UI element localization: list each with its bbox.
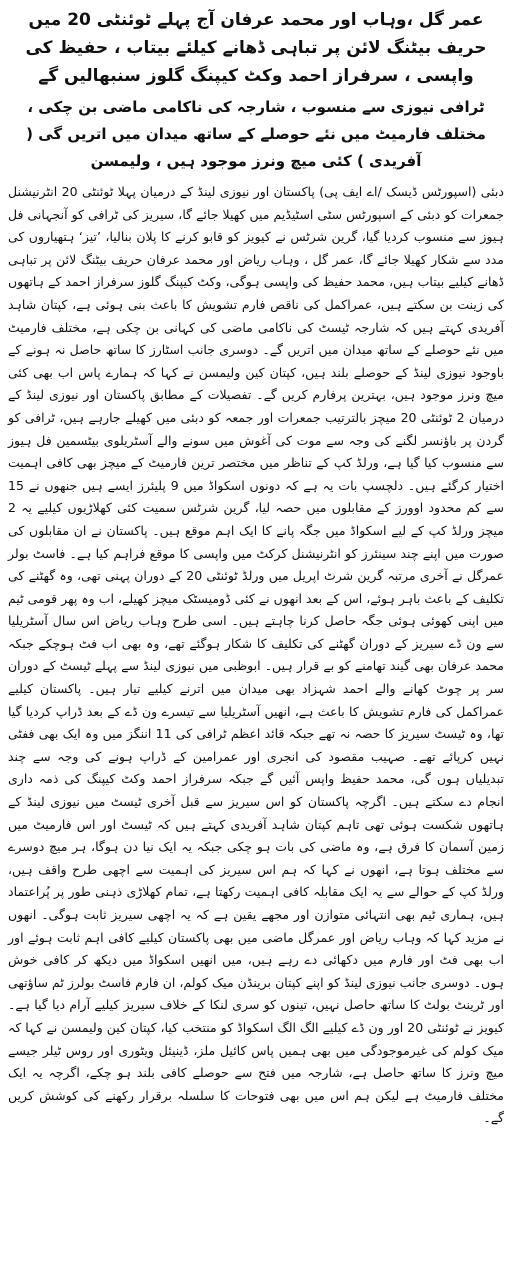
article-subheadline: ٹرافی نیوزی سے منسوب ، شارجہ کی ناکامی ماضی بن چکی ، مختلف فارمیٹ میں نئے حوصلے کے ساتھ میدان میں اتریں گی ( آفریدی ) کئی میچ ونرز موجود ہیں ، ولیمسن [26,98,486,170]
article-body: دبئی (اسپورٹس ڈیسک /اے ایف پی) پاکستان اور نیوزی لینڈ کے درمیان پہلا ٹوئنٹی 20 انٹرنیشنل جمعرات کو دبئی کے اسپورٹس سٹی اسٹیڈیم میں کھیلا جائے گا، سیریز کی ٹرافی کو آنجہانی فل ہیوز سے منسوب کردیا گیا، گرین شرٹس نے کیویز کو قابو کرنے کا پلان بنالیا، ’تیز‘ ہتھیاروں کی مدد سے شکار کھیلا جائے گا، عمر گل ، وہاب ریاض اور محمد عرفان حریف بیٹنگ لائن پر تباہی ڈھانے کیلیے بیتاب ہیں، محمد حفیظ کی واپسی ہوگی، وکٹ کیپنگ گلوز سرفراز احمد کے ہاتھوں کی زینت بن سکتے ہیں، عمراکمل کی ناقص فارم تشویش کا باعث بنی ہوئی ہے، کپتان شاہد آفریدی کہتے ہیں کہ شارجہ ٹیسٹ کی ناکامی ماضی کی کہانی بن چکی ہے، مختلف فارمیٹ میں نئے حوصلے کے ساتھ میدان میں اتریں گے۔ دوسری جانب اسٹارز کا ساتھ حاصل نہ ہونے کے باوجود نیوزی لینڈ کے حوصلے بلند ہیں، کپتان کین ولیمسن نے کہا کہ ہمارے پاس اب بھی کئی میچ ونرز موجود ہیں، بہترین پرفارم کریں گے۔ تفصیلات کے مطابق پاکستان اور نیوزی لینڈ کے درمیان 2 ٹوئنٹی 20 میچز بالترتیب جمعرات اور جمعہ کو دبئی میں کھیلے جارہے ہیں، ٹرافی کو گردن پر باؤنسر لگنے کی وجہ سے موت کی آغوش میں سونے والے آسٹریلوی بیٹسمین فل ہیوز سے منسوب کیا گیا ہے، ورلڈ کپ کے تناظر میں مختصر ترین فارمیٹ کے میچز بھی کافی اہمیت اختیار کرگئے ہیں۔ دلچسپ بات یہ ہے کہ دونوں اسکواڈ میں 9 پلیئرز ایسے ہیں جنھوں نے 15 سے کم محدود اوورز کے مقابلوں میں حصہ لیا، گرین شرٹس سمیت کئی کھلاڑیوں کیلیے یہ 2 میچز ورلڈ کپ کے لیے اسکواڈ میں جگہ پانے کا ایک اہم موقع ہیں۔ پاکستان نے ان مقابلوں کی صورت میں اپنے چند سینئرز کو انٹرنیشنل کرکٹ میں واپسی کا موقع فراہم کیا ہے۔ فاسٹ بولر عمرگل نے آخری مرتبہ گرین شرٹ اپریل میں ورلڈ ٹوئنٹی 20 کے دوران پہنی تھی، وہ گھٹنے کی تکلیف کے باعث باہر ہوئے، اس کے بعد انھوں نے کئی ڈومیسٹک میچز کھیلے، اب وہ پھر قومی ٹیم میں اپنی کھوئی ہوئی جگہ حاصل کرنا چاہتے ہیں۔ اسی طرح وہاب ریاض اس سال آسٹریلیا سے ون ڈے سیریز کے دوران گھٹنے کی تکلیف کا شکار ہوگئے تھے، وہ بھی اب فٹ ہوچکے جبکہ محمد عرفان بھی گیند تھامنے کو بے قرار ہیں۔ ابوظبی میں نیوزی لینڈ سے پہلے ٹیسٹ کے دوران سر پر چوٹ کھانے والے احمد شہزاد بھی میدان میں اترنے کیلیے تیار ہیں۔ پاکستان کیلیے عمراکمل کی فارم تشویش کا باعث ہے، انھیں آسٹریلیا سے تیسرے ون ڈے کے بعد ڈراپ کردیا گیا تھا، وہ ٹیسٹ سیریز کا حصہ نہ تھے جبکہ قائد اعظم ٹرافی کی 11 اننگز میں وہ ایک بھی ففٹی نہیں کرپائے تھے۔ صہیب مقصود کی انجری اور عمرامین کے ڈراپ ہونے کی وجہ سے چند تبدیلیاں ہوں گی، محمد حفیظ واپس آئیں گے جبکہ سرفراز احمد وکٹ کیپنگ کی ذمہ داری انجام دے سکتے ہیں۔ اگرچہ پاکستان کو اس سیریز سے قبل آخری ٹیسٹ میں نیوزی لینڈ کے ہاتھوں شکست ہوئی تھی تاہم کپتان شاہد آفریدی کہتے ہیں کہ ٹیسٹ اور اس فارمیٹ میں زمین آسمان کا فرق ہے، وہ ماضی کی بات ہو چکی جبکہ یہ ایک نیا دن ہوگا، ہر میچ دوسرے سے مختلف ہوتا ہے، انھوں نے کہا کہ ہم اس سیریز کی اہمیت سے اچھی طرح واقف ہیں، ورلڈ کپ کے حوالے سے یہ ایک مقابلہ کافی اہمیت رکھتا ہے، تمام کھلاڑی ذہنی طور پر پُراعتماد ہیں، ہماری ٹیم بھی انتہائی متوازن اور مجھے یقین ہے کہ یہ اچھی سیریز ثابت ہوگی۔ انھوں نے مزید کہا کہ وہاب ریاض اور عمرگل ماضی میں بھی پاکستان کیلیے کافی اہم ثابت ہوئے اور اب بھی فٹ اور فارم میں دکھائی دے رہے ہیں، میں انھیں اسکواڈ میں دیکھ کر کافی خوش ہوں۔ دوسری جانب نیوزی لینڈ کو اپنے کپتان برینڈن میک کولم، ان فارم فاسٹ بولرز ٹم ساؤتھی اور ٹرینٹ بولٹ کا ساتھ حاصل نہیں، تینوں کو سری لنکا کے خلاف سیریز کیلیے آرام دیا گیا ہے۔ کیویز نے ٹوئنٹی 20 اور ون ڈے کیلیے الگ الگ اسکواڈ کو منتخب کیا، کپتان کین ولیمسن نے کہا کہ میک کولم کی غیرموجودگی میں بھی ہمیں پاس کائیل ملز، ڈینیئل ویٹوری اور روس ٹیلر جیسے میچ ونرز کا ساتھ حاصل ہے، شارجہ میں فتح سے حوصلے کافی بلند ہو چکے، اگرچہ یہ ایک مختلف فارمیٹ ہے لیکن ہم اس میں بھی فتوحات کا سلسلہ برقرار رکھنے کی کوشش کریں گے۔ [8,184,505,1126]
article-headline: عمر گل ،وہاب اور محمد عرفان آج پہلے ٹوئنٹی 20 میں حریف بیٹنگ لائن پر تباہی ڈھانے کیلئے بیتاب ، حفیظ کی واپسی ، سرفراز احمد وکٹ کیپنگ گلوز سنبھالیں گے [25,10,487,86]
